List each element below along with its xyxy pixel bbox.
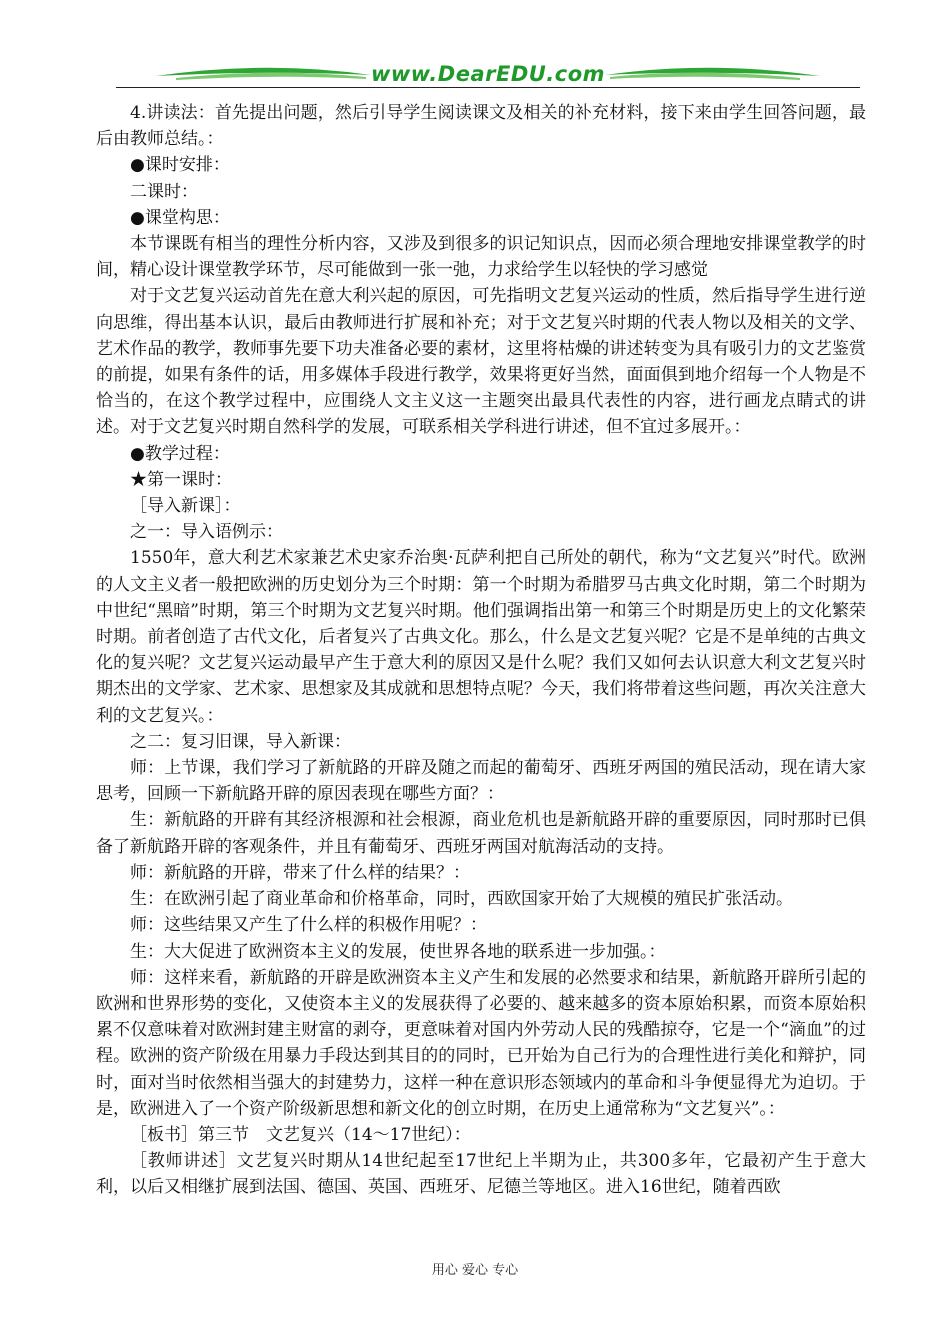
paragraph: 师：这些结果又产生了什么样的积极作用呢？： <box>130 915 487 936</box>
paragraph: 生：新航路的开辟有其经济根源和社会根源，商业危机也是新航路开辟的重要原因，同时那时已俱备了新航路开辟的客观条件，并且有葡萄牙、西班牙两国对航海活动的支持。 <box>96 810 866 857</box>
document-body <box>96 100 866 1201</box>
paragraph: 生：大大促进了欧洲资本主义的发展，使世界各地的联系进一步加强。： <box>130 941 666 962</box>
page-header <box>116 58 860 92</box>
paragraph: ●课时安排： <box>130 155 230 176</box>
header-rule <box>116 87 860 88</box>
paragraph: 生：在欧洲引起了商业革命和价格革命，同时，西欧国家开始了大规模的殖民扩张活动。 <box>130 889 793 910</box>
paragraph: ★第一课时： <box>130 469 232 490</box>
paragraph: ●教学过程： <box>130 443 230 464</box>
paragraph: ［教师讲述］文艺复兴时期从14世纪起至17世纪上半期为止，共300多年，它最初产生于意大利，以后又相继扩展到法国、德国、英国、西班牙、尼德兰等地区。进入16世纪，随着西欧 <box>96 1151 866 1198</box>
page-footer: 用心 爱心 专心 <box>431 1263 519 1278</box>
paragraph: 本节课既有相当的理性分析内容，又涉及到很多的识记知识点，因而必须合理地安排课堂教学的时间，精心设计课堂教学环节，尽可能做到一张一弛，力求给学生以轻快的学习感觉 <box>96 234 866 281</box>
paragraph: 二课时： <box>130 181 198 202</box>
paragraph: ［导入新课］： <box>130 496 241 517</box>
site-logo[interactable]: www.DearEDU.com <box>370 62 606 86</box>
paragraph: 师：这样来看，新航路的开辟是欧洲资本主义产生和发展的必然要求和结果，新航路开辟所引起的欧洲和世界形势的变化，又使资本主义的发展获得了必要的、越来越多的资本原始积累，而资本原始积累不仅意味着对欧洲封建主财富的剥夺，更意味着对国内外劳动人民的残酷掠夺，它是一个“滴血”的过程。欧洲的资产阶级在用暴力手段达到其目的的同时，已开始为自己行为的合理性进行美化和辩护，同时，面对当时依然相当强大的封建势力，这样一种在意识形态领域内的革命和斗争便显得尤为迫切。于是，欧洲进入了一个资产阶级新思想和新文化的创立时期，在历史上通常称为“文艺复兴”。： <box>96 967 866 1119</box>
paragraph: 4.讲读法：首先提出问题，然后引导学生阅读课文及相关的补充材料，接下来由学生回答问题，最后由教师总结。： <box>96 103 866 150</box>
paragraph: 之一：导入语例示： <box>130 522 283 543</box>
paragraph: 对于文艺复兴运动首先在意大利兴起的原因，可先指明文艺复兴运动的性质，然后指导学生进行逆向思维，得出基本认识，最后由教师进行扩展和补充；对于文艺复兴时期的代表人物以及相关的文学、艺术作品的教学，教师事先要下功夫准备必要的素材，这里将枯燥的讲述转变为具有吸引力的文艺鉴赏的前提，如果有条件的话，用多媒体手段进行教学，效果将更好当然，面面俱到地介绍每一个人物是不恰当的，在这个教学过程中，应围绕人文主义这一主题突出最具代表性的内容，进行画龙点睛式的讲述。对于文艺复兴时期自然科学的发展，可联系相关学科进行讲述，但不宜过多展开。： <box>96 286 866 438</box>
paragraph: 师：新航路的开辟，带来了什么样的结果？： <box>130 862 470 883</box>
paragraph: 1550年，意大利艺术家兼艺术史家乔治奥·瓦萨利把自己所处的朝代，称为“文艺复兴”时代。欧洲的人文主义者一般把欧洲的历史划分为三个时期：第一个时期为希腊罗马古典文化时期，第二个时期为中世纪“黑暗”时期，第三个时期为文艺复兴时期。他们强调指出第一和第三个时期是历史上的文化繁荣时期。前者创造了古代文化，后者复兴了古典文化。那么，什么是文艺复兴呢？它是不是单纯的古典文化的复兴呢？文艺复兴运动最早产生于意大利的原因又是什么呢？我们又如何去认识意大利文艺复兴时期杰出的文学家、艺术家、思想家及其成就和思想特点呢？今天，我们将带着这些问题，再次关注意大利的文艺复兴。： <box>96 548 866 726</box>
paragraph: 之二：复习旧课，导入新课： <box>130 731 351 752</box>
paragraph: ［板书］第三节 文艺复兴（14～17世纪）： <box>130 1124 471 1145</box>
paragraph: ●课堂构思： <box>130 207 230 228</box>
paragraph: 师：上节课，我们学习了新航路的开辟及随之而起的葡萄牙、西班牙两国的殖民活动，现在请大家思考，回顾一下新航路开辟的原因表现在哪些方面？： <box>96 758 866 805</box>
